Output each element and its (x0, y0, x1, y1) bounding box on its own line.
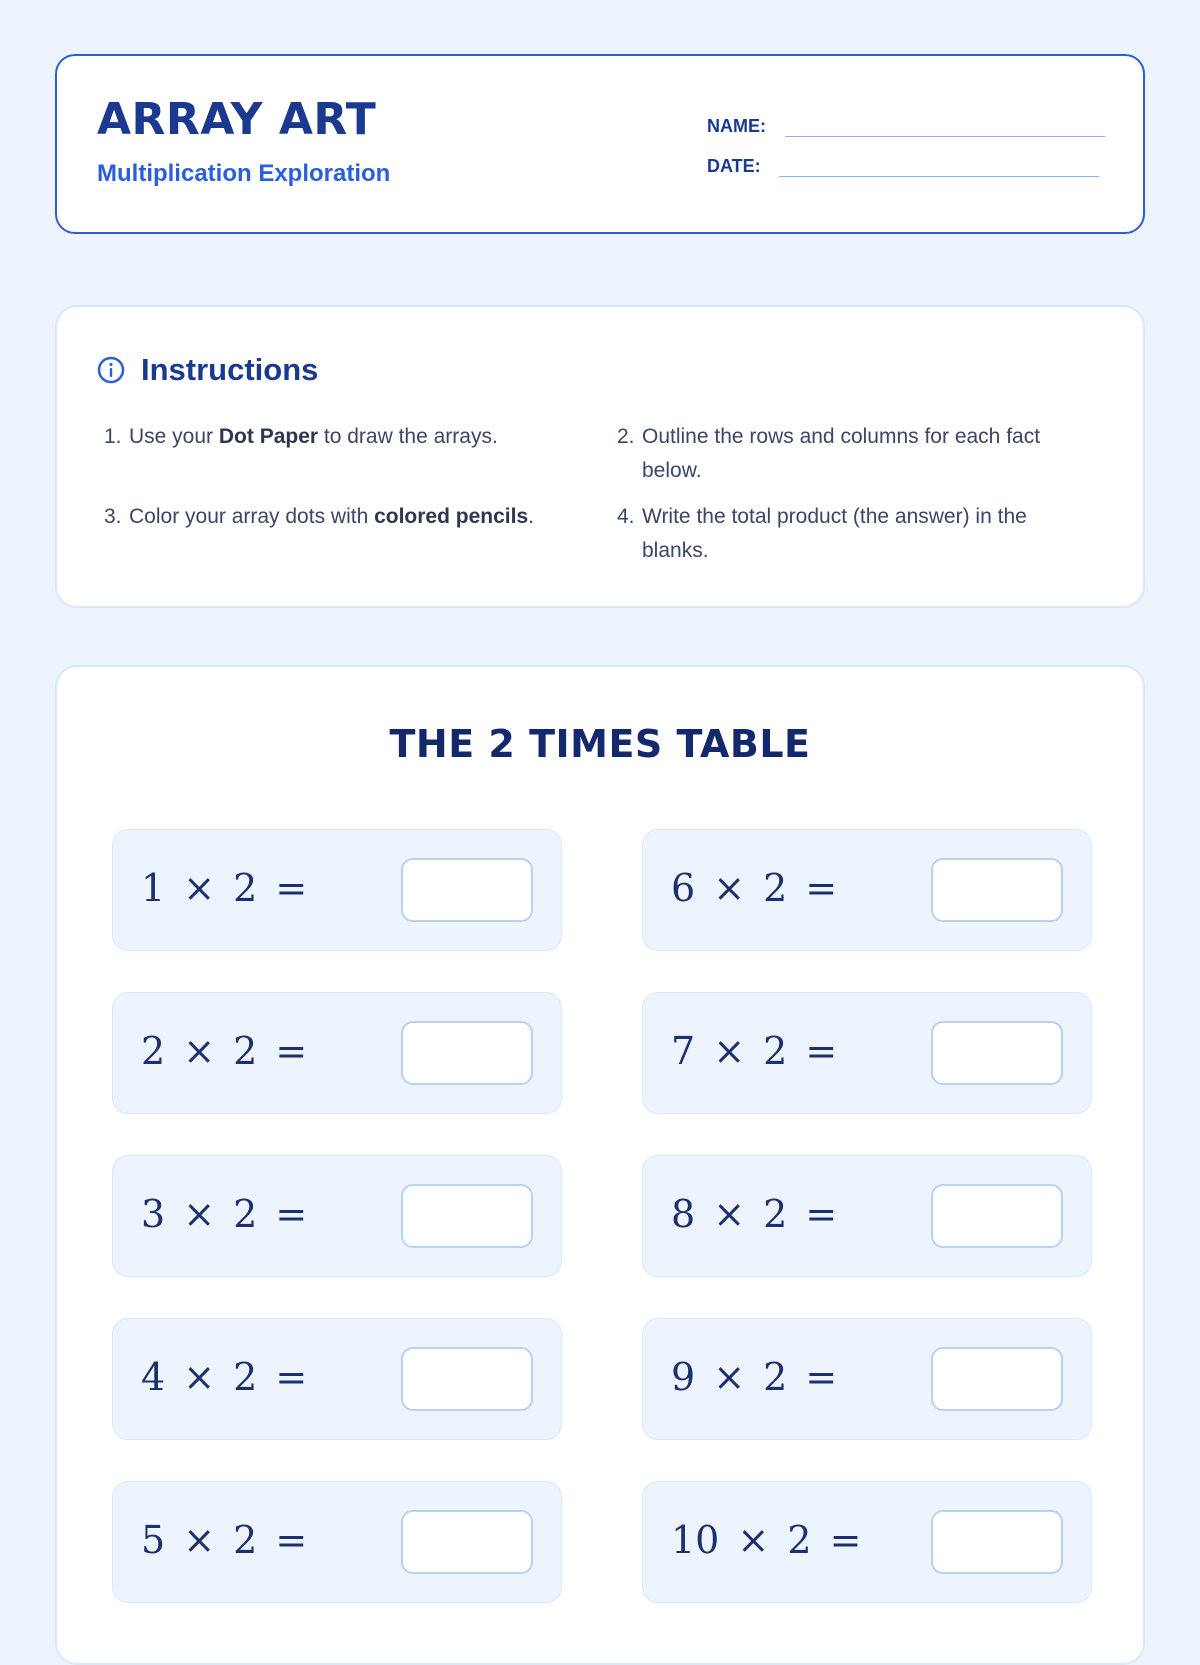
fact-row (112, 1318, 562, 1440)
instruction-item: 1. Use your Dot Paper to draw the arrays. (104, 425, 498, 448)
fact-row (642, 1155, 1092, 1277)
date-label: DATE: (707, 156, 761, 176)
instructions-card (55, 305, 1145, 608)
instruction-item: 2. Outline the rows and columns for each fact below. (617, 425, 1041, 482)
instructions-title: Instructions (141, 352, 319, 387)
worksheet-title: ARRAY ART (97, 94, 377, 145)
info-icon (97, 356, 125, 384)
fact-row (112, 1481, 562, 1603)
answer-box[interactable] (931, 858, 1063, 922)
fact-expression: 7 × 2 = (671, 1029, 838, 1073)
answer-box[interactable] (401, 1510, 533, 1574)
fact-expression: 2 × 2 = (141, 1029, 308, 1073)
fact-expression: 3 × 2 = (141, 1192, 308, 1236)
answer-box[interactable] (401, 1347, 533, 1411)
fact-expression: 5 × 2 = (141, 1518, 308, 1562)
fact-expression: 8 × 2 = (671, 1192, 838, 1236)
fact-row (112, 829, 562, 951)
times-table-card (55, 665, 1145, 1665)
fact-row (642, 829, 1092, 951)
answer-box[interactable] (401, 1184, 533, 1248)
fact-expression: 6 × 2 = (671, 866, 838, 910)
name-label: NAME: (707, 116, 766, 136)
fact-row (112, 1155, 562, 1277)
answer-box[interactable] (931, 1021, 1063, 1085)
instruction-item: 3. Color your array dots with colored pencils. (104, 505, 534, 528)
fact-row (642, 1481, 1092, 1603)
answer-box[interactable] (401, 858, 533, 922)
name-field[interactable] (785, 136, 1105, 137)
fact-row (642, 1318, 1092, 1440)
fact-expression: 9 × 2 = (671, 1355, 838, 1399)
answer-box[interactable] (931, 1184, 1063, 1248)
answer-box[interactable] (401, 1021, 533, 1085)
answer-box[interactable] (931, 1347, 1063, 1411)
fact-expression: 10 × 2 = (671, 1518, 862, 1562)
fact-expression: 4 × 2 = (141, 1355, 308, 1399)
worksheet-subtitle: Multiplication Exploration (97, 160, 391, 187)
instruction-item: 4. Write the total product (the answer) in the blanks. (617, 505, 1027, 562)
times-table-title: THE 2 TIMES TABLE (389, 722, 811, 766)
fact-row (112, 992, 562, 1114)
fact-row (642, 992, 1092, 1114)
date-field[interactable] (779, 176, 1099, 177)
instructions-header (97, 352, 318, 388)
answer-box[interactable] (931, 1510, 1063, 1574)
worksheet-header (55, 54, 1145, 234)
fact-expression: 1 × 2 = (141, 866, 308, 910)
